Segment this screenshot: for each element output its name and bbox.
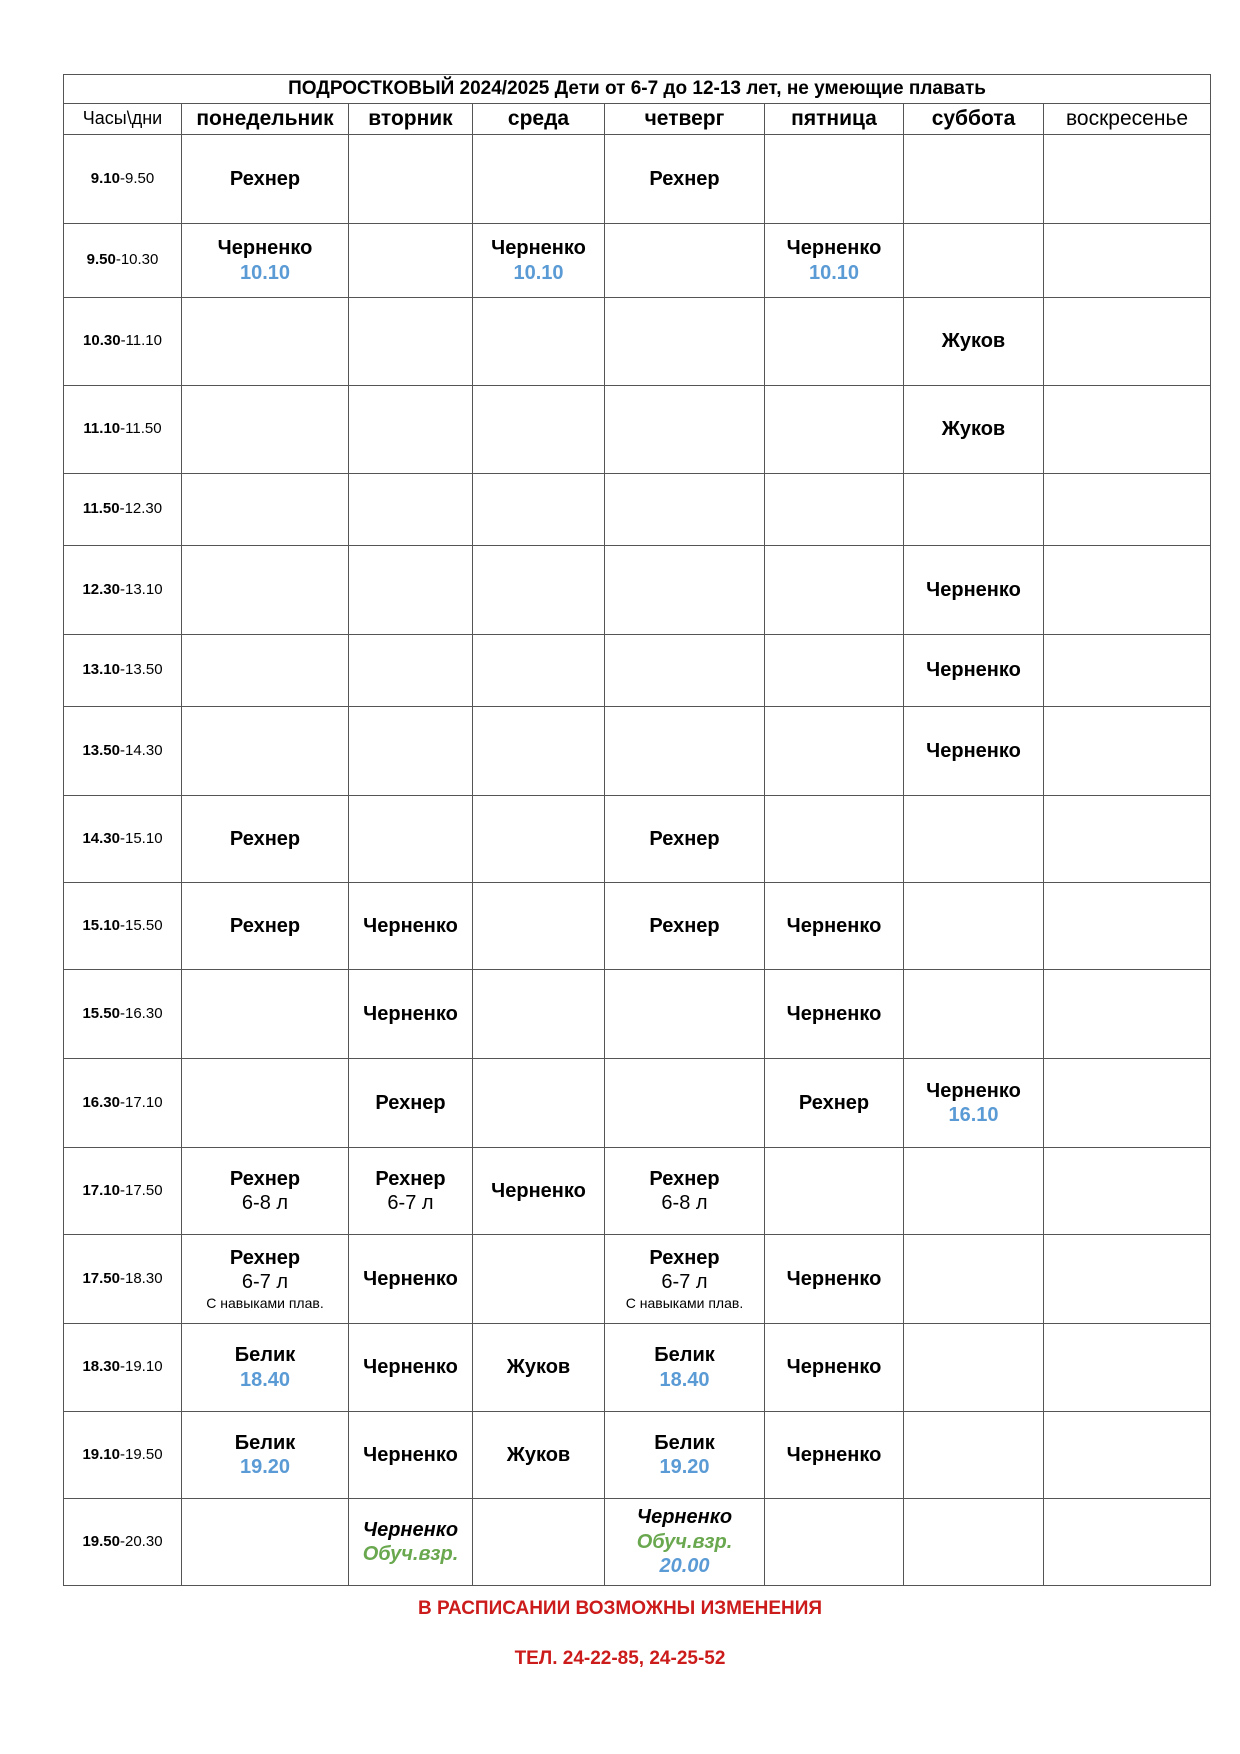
instructor-name: Черненко (786, 1267, 882, 1290)
schedule-cell (605, 1235, 765, 1324)
schedule-cell (1044, 298, 1211, 386)
schedule-cell (182, 135, 349, 224)
schedule-cell (904, 298, 1044, 386)
skill-note: С навыками плав. (625, 1294, 744, 1311)
instructor-name: Рехнер (229, 1167, 301, 1190)
time-slot-end: -17.50 (120, 1181, 163, 1199)
instructor-name: Черненко (786, 914, 882, 937)
schedule-cell (765, 707, 904, 796)
instructor-name: Черненко (636, 1506, 733, 1529)
start-time: 16.10 (948, 1104, 999, 1126)
schedule-cell (349, 1499, 473, 1586)
schedule-cell (765, 1499, 904, 1586)
schedule-cell (1044, 1235, 1211, 1324)
time-slot-start: 15.10 (82, 916, 120, 934)
instructor-name: Рехнер (798, 1091, 870, 1114)
time-slot-start: 17.50 (82, 1269, 120, 1287)
time-slot-end: -10.30 (115, 251, 159, 269)
instructor-name: Жуков (506, 1356, 571, 1379)
changes-notice: В РАСПИСАНИИ ВОЗМОЖНЫ ИЗМЕНЕНИЯ (417, 1598, 823, 1619)
schedule-cell (605, 135, 765, 224)
schedule-cell (349, 224, 473, 298)
schedule-row (64, 474, 1211, 546)
days-header-row (64, 104, 1211, 135)
time-slot (64, 970, 182, 1059)
schedule-cell (605, 707, 765, 796)
schedule-cell (605, 1412, 765, 1499)
schedule-cell (349, 707, 473, 796)
schedule-cell (765, 635, 904, 707)
schedule-row (64, 1499, 1211, 1586)
instructor-name: Рехнер (649, 167, 720, 190)
schedule-row (64, 224, 1211, 298)
schedule-row (64, 883, 1211, 970)
instructor-name: Черненко (363, 914, 458, 937)
schedule-row (64, 298, 1211, 386)
schedule-cell (1044, 1412, 1211, 1499)
instructor-name: Рехнер (229, 914, 301, 937)
schedule-cell (605, 796, 765, 883)
schedule-cell (605, 1499, 765, 1586)
time-slot-start: 17.10 (82, 1181, 120, 1199)
time-slot (64, 1059, 182, 1148)
schedule-cell (904, 1499, 1044, 1586)
time-slot-start: 15.50 (82, 1004, 120, 1022)
phone-numbers: ТЕЛ. 24-22-85, 24-25-52 (514, 1648, 726, 1669)
instructor-name: Белик (234, 1431, 296, 1454)
schedule-cell (765, 224, 904, 298)
schedule-cell (605, 474, 765, 546)
instructor-name: Черненко (786, 237, 882, 260)
instructor-name: Черненко (363, 1002, 458, 1025)
time-slot (64, 135, 182, 224)
schedule-cell (182, 1499, 349, 1586)
schedule-cell (605, 1324, 765, 1412)
start-time: 10.10 (808, 261, 860, 284)
schedule-cell (473, 707, 605, 796)
schedule-cell (904, 707, 1044, 796)
instructor-name: Черненко (217, 237, 313, 260)
schedule-cell (765, 1412, 904, 1499)
schedule-cell (349, 883, 473, 970)
adult-training-label: Обуч.взр. (636, 1530, 733, 1553)
schedule-cell (473, 1499, 605, 1586)
schedule-title: ПОДРОСТКОВЫЙ 2024/2025 Дети от 6-7 до 12-13 лет, не умеющие плавать (64, 75, 1211, 104)
schedule-cell (473, 1235, 605, 1324)
time-slot (64, 1235, 182, 1324)
instructor-name: Рехнер (649, 1167, 720, 1190)
instructor-name: Рехнер (649, 914, 720, 937)
schedule-row (64, 1148, 1211, 1235)
schedule-cell (473, 1059, 605, 1148)
instructor-name: Черненко (926, 659, 1021, 682)
schedule-cell (182, 546, 349, 635)
schedule-row (64, 546, 1211, 635)
schedule-cell (605, 386, 765, 474)
instructor-name: Рехнер (229, 167, 301, 190)
schedule-cell (349, 298, 473, 386)
age-group: 6-7 л (661, 1271, 708, 1294)
schedule-cell (605, 546, 765, 635)
schedule-cell (1044, 1324, 1211, 1412)
schedule-cell (473, 298, 605, 386)
schedule-cell (349, 386, 473, 474)
instructor-name: Черненко (926, 578, 1021, 601)
start-time: 20.00 (659, 1555, 710, 1578)
schedule-row (64, 796, 1211, 883)
schedule-cell (473, 546, 605, 635)
skill-note: С навыками плав. (206, 1294, 324, 1311)
schedule-cell (473, 1148, 605, 1235)
instructor-name: Жуков (941, 418, 1006, 441)
time-slot-start: 11.50 (82, 500, 120, 518)
schedule-cell (1044, 474, 1211, 546)
schedule-row (64, 386, 1211, 474)
age-group: 6-7 л (241, 1271, 289, 1294)
schedule-row (64, 970, 1211, 1059)
day-header-sunday: воскресенье (1044, 104, 1211, 135)
instructor-name: Рехнер (375, 1167, 446, 1190)
time-slot (64, 546, 182, 635)
time-slot (64, 796, 182, 883)
time-slot-end: -9.50 (120, 169, 155, 187)
schedule-cell (182, 386, 349, 474)
time-slot (64, 1148, 182, 1235)
instructor-name: Белик (234, 1344, 296, 1367)
day-header-tuesday: вторник (349, 104, 473, 135)
time-slot (64, 635, 182, 707)
schedule-cell (605, 970, 765, 1059)
instructor-name: Черненко (786, 1443, 882, 1466)
time-slot (64, 883, 182, 970)
time-slot-end: -16.30 (120, 1004, 163, 1022)
instructor-name: Рехнер (375, 1091, 446, 1114)
instructor-name: Белик (654, 1431, 715, 1454)
time-slot-start: 9.10 (90, 169, 120, 187)
schedule-cell (904, 1324, 1044, 1412)
schedule-cell (765, 970, 904, 1059)
schedule-cell (182, 707, 349, 796)
schedule-cell (605, 1148, 765, 1235)
instructor-name: Черненко (363, 1267, 458, 1290)
time-slot-start: 14.30 (82, 829, 120, 847)
schedule-row (64, 135, 1211, 224)
schedule-cell (1044, 135, 1211, 224)
instructor-name: Черненко (786, 1002, 882, 1025)
schedule-cell (349, 135, 473, 224)
time-slot-end: -20.30 (120, 1532, 163, 1550)
instructor-name: Черненко (362, 1518, 459, 1541)
schedule-cell (1044, 386, 1211, 474)
schedule-cell (182, 796, 349, 883)
time-slot (64, 386, 182, 474)
age-group: 6-7 л (387, 1192, 434, 1214)
schedule-cell (349, 474, 473, 546)
instructor-name: Жуков (941, 330, 1006, 353)
instructor-name: Черненко (491, 1179, 586, 1202)
start-time: 10.10 (239, 261, 291, 284)
schedule-cell (182, 635, 349, 707)
schedule-cell (904, 135, 1044, 224)
time-slot-end: -18.30 (120, 1269, 163, 1287)
start-time: 10.10 (513, 261, 564, 284)
time-slot-end: -12.30 (119, 500, 163, 518)
time-slot-start: 12.30 (82, 580, 120, 598)
schedule-cell (1044, 635, 1211, 707)
age-group: 6-8 л (661, 1192, 708, 1214)
time-slot (64, 707, 182, 796)
schedule-cell (1044, 796, 1211, 883)
time-slot (64, 474, 182, 546)
schedule-cell (473, 135, 605, 224)
schedule-cell (1044, 970, 1211, 1059)
instructor-name: Рехнер (649, 827, 720, 850)
schedule-cell (605, 635, 765, 707)
schedule-cell (1044, 707, 1211, 796)
schedule-cell (473, 796, 605, 883)
schedule-cell (182, 883, 349, 970)
schedule-cell (904, 1148, 1044, 1235)
schedule-cell (473, 474, 605, 546)
schedule-row (64, 635, 1211, 707)
schedule-cell (904, 796, 1044, 883)
time-slot (64, 224, 182, 298)
schedule-cell (349, 1059, 473, 1148)
schedule-row (64, 1324, 1211, 1412)
schedule-cell (904, 546, 1044, 635)
time-slot-end: -15.10 (120, 829, 163, 847)
day-header-monday: понедельник (182, 104, 349, 135)
schedule-cell (349, 1235, 473, 1324)
time-slot-start: 9.50 (86, 251, 116, 269)
schedule-cell (1044, 1499, 1211, 1586)
schedule-cell (765, 386, 904, 474)
time-slot-end: -13.10 (120, 580, 163, 598)
instructor-name: Рехнер (649, 1247, 720, 1270)
schedule-cell (349, 970, 473, 1059)
schedule-cell (605, 298, 765, 386)
schedule-cell (1044, 546, 1211, 635)
schedule-row (64, 1235, 1211, 1324)
schedule-table (63, 74, 1211, 1586)
time-slot-end: -14.30 (120, 741, 163, 759)
schedule-row (64, 1412, 1211, 1499)
day-header-friday: пятница (765, 104, 904, 135)
schedule-cell (1044, 1148, 1211, 1235)
time-slot-end: -19.50 (120, 1445, 163, 1463)
time-slot-end: -19.10 (120, 1358, 163, 1376)
schedule-cell (349, 635, 473, 707)
schedule-cell (349, 1412, 473, 1499)
schedule-cell (473, 970, 605, 1059)
time-slot-end: -11.50 (120, 420, 162, 438)
time-slot-end: -11.10 (120, 332, 162, 350)
schedule-cell (904, 1235, 1044, 1324)
schedule-cell (182, 1324, 349, 1412)
time-slot-start: 18.30 (82, 1358, 120, 1376)
schedule-row (64, 1059, 1211, 1148)
schedule-cell (904, 224, 1044, 298)
instructor-name: Черненко (926, 739, 1021, 762)
schedule-cell (765, 883, 904, 970)
schedule-cell (182, 298, 349, 386)
schedule-cell (904, 1412, 1044, 1499)
schedule-body (64, 135, 1211, 1586)
schedule-cell (473, 883, 605, 970)
age-group: 6-8 л (241, 1192, 289, 1214)
schedule-cell (904, 970, 1044, 1059)
day-header-wednesday: среда (473, 104, 605, 135)
hours-days-header: Часы\дни (64, 104, 182, 135)
schedule-cell (349, 546, 473, 635)
schedule-cell (904, 635, 1044, 707)
schedule-cell (473, 224, 605, 298)
time-slot (64, 1412, 182, 1499)
schedule-cell (182, 474, 349, 546)
schedule-cell (904, 474, 1044, 546)
time-slot (64, 298, 182, 386)
time-slot-start: 10.30 (83, 332, 121, 350)
time-slot (64, 1499, 182, 1586)
schedule-cell (765, 474, 904, 546)
time-slot-end: -17.10 (120, 1093, 163, 1111)
schedule-cell (765, 1059, 904, 1148)
schedule-cell (182, 1412, 349, 1499)
instructor-name: Черненко (363, 1443, 458, 1466)
schedule-cell (1044, 883, 1211, 970)
instructor-name: Рехнер (229, 827, 301, 850)
instructor-name: Черненко (926, 1079, 1021, 1102)
time-slot-start: 16.30 (82, 1093, 120, 1111)
time-slot-end: -13.50 (120, 661, 163, 679)
time-slot-start: 11.10 (83, 420, 121, 438)
schedule-cell (765, 135, 904, 224)
schedule-cell (765, 796, 904, 883)
adult-training-label: Обуч.взр. (362, 1543, 459, 1565)
schedule-cell (349, 796, 473, 883)
schedule-cell (765, 1148, 904, 1235)
schedule-cell (349, 1324, 473, 1412)
instructor-name: Рехнер (229, 1247, 301, 1270)
time-slot-end: -15.50 (120, 916, 163, 934)
schedule-cell (182, 224, 349, 298)
schedule-cell (182, 1148, 349, 1235)
schedule-cell (765, 546, 904, 635)
time-slot-start: 13.50 (82, 741, 120, 759)
schedule-cell (1044, 224, 1211, 298)
schedule-cell (182, 1235, 349, 1324)
start-time: 18.40 (659, 1368, 710, 1391)
schedule-cell (765, 298, 904, 386)
instructor-name: Белик (654, 1344, 715, 1367)
schedule-cell (605, 1059, 765, 1148)
schedule-cell (765, 1324, 904, 1412)
instructor-name: Черненко (363, 1356, 458, 1379)
schedule-cell (182, 1059, 349, 1148)
schedule-cell (765, 1235, 904, 1324)
schedule-cell (473, 1324, 605, 1412)
time-slot-start: 19.50 (82, 1532, 120, 1550)
instructor-name: Черненко (786, 1356, 882, 1379)
instructor-name: Жуков (506, 1443, 571, 1466)
schedule-cell (473, 386, 605, 474)
start-time: 19.20 (239, 1456, 291, 1478)
time-slot (64, 1324, 182, 1412)
schedule-cell (1044, 1059, 1211, 1148)
schedule-cell (904, 883, 1044, 970)
schedule-cell (904, 386, 1044, 474)
schedule-cell (473, 1412, 605, 1499)
day-header-thursday: четверг (605, 104, 765, 135)
schedule-cell (904, 1059, 1044, 1148)
schedule-cell (182, 970, 349, 1059)
instructor-name: Черненко (491, 237, 586, 260)
schedule-cell (349, 1148, 473, 1235)
schedule-row (64, 707, 1211, 796)
start-time: 19.20 (659, 1456, 710, 1478)
start-time: 18.40 (239, 1368, 291, 1391)
time-slot-start: 13.10 (82, 661, 120, 679)
time-slot-start: 19.10 (82, 1445, 120, 1463)
schedule-cell (605, 883, 765, 970)
schedule-cell (605, 224, 765, 298)
day-header-saturday: суббота (904, 104, 1044, 135)
schedule-cell (473, 635, 605, 707)
